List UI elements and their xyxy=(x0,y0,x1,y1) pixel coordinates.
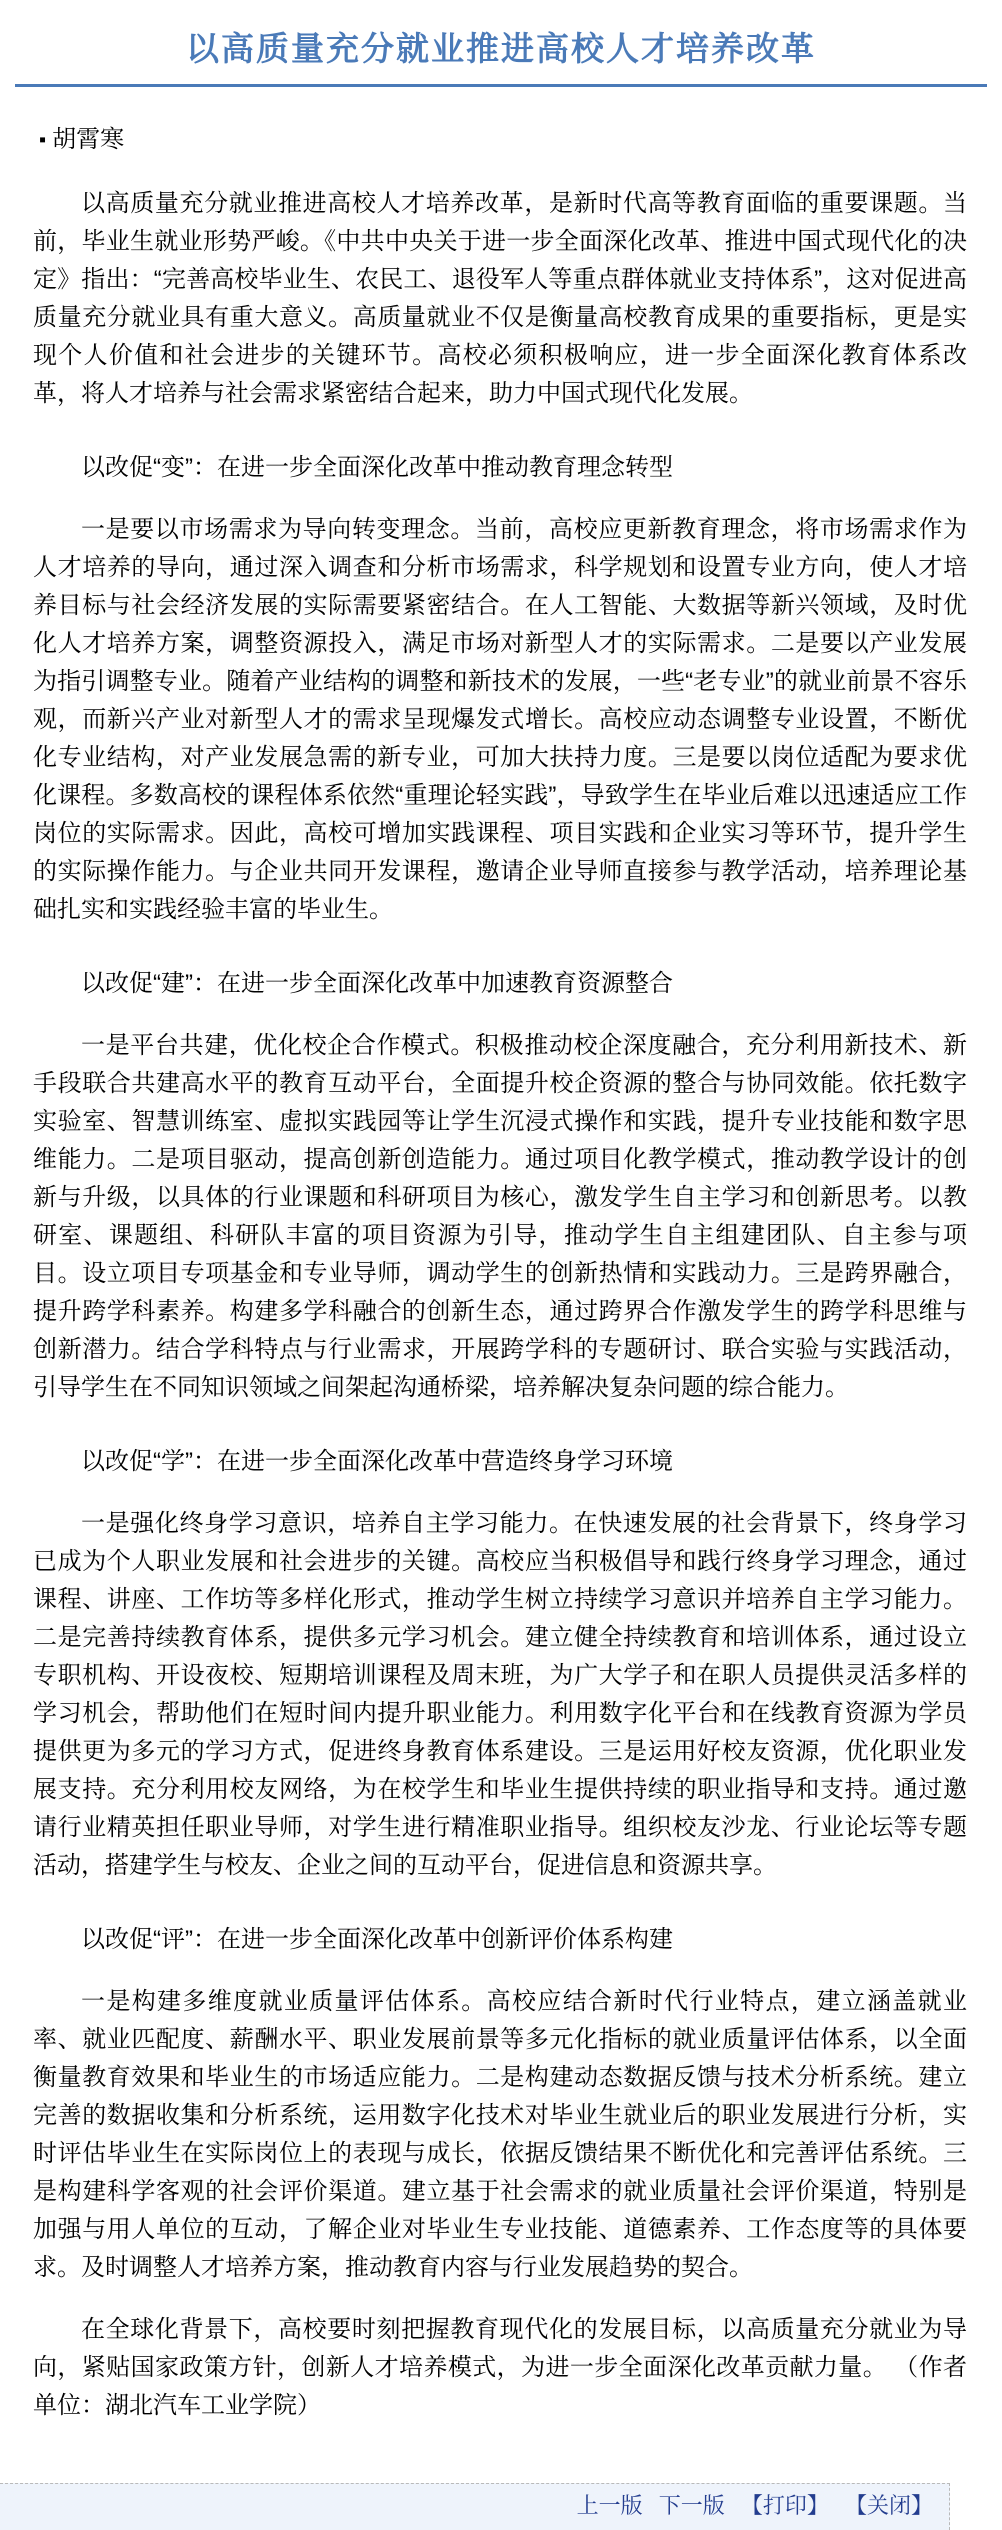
close-link[interactable]: 【关闭】 xyxy=(844,2493,933,2519)
prev-page-link[interactable]: 上一版 xyxy=(576,2493,643,2519)
author-line xyxy=(39,121,967,159)
author-bullet-icon: ▪ xyxy=(39,129,47,152)
section-paragraph-build: 一是平台共建，优化校企合作模式。积极推动校企深度融合，充分利用新技术、新手段联合共建高水平的教育互动平台，全面提升校企资源的整合与协同效能。依托数字实验室、智慧训练室、虚拟实践园等让学生沉浸式操作和实践，提升专业技能和数字思维能力。二是项目驱动，提高创新创造能力。通过项目化教学模式，推动教学设计的创新与升级，以具体的行业课题和科研项目为核心，激发学生自主学习和创新思考。以教研室、课题组、科研队丰富的项目资源为引导，推动学生自主组建团队、自主参与项目。设立项目专项基金和专业导师，调动学生的创新热情和实践动力。三是跨界融合，提升跨学科素养。构建多学科融合的创新生态，通过跨界合作激发学生的跨学科思维与创新潜力。结合学科特点与行业需求，开展跨学科的专题研讨、联合实验与实践活动，引导学生在不同知识领域之间架起沟通桥梁，培养解决复杂问题的综合能力。 xyxy=(33,1032,967,1402)
page-title: 以高质量充分就业推进高校人才培养改革 xyxy=(186,30,816,67)
section-heading-build: 以改促“建”：在进一步全面深化改革中加速教育资源整合 xyxy=(81,970,673,998)
title-divider xyxy=(15,84,987,87)
footer-bar xyxy=(0,2483,950,2530)
author-name: 胡霄寒 xyxy=(52,126,125,154)
next-page-link[interactable]: 下一版 xyxy=(658,2493,725,2519)
section-heading-learn: 以改促“学”：在进一步全面深化改革中营造终身学习环境 xyxy=(81,1448,673,1476)
section-paragraph-change: 一是要以市场需求为导向转变理念。当前，高校应更新教育理念，将市场需求作为人才培养的导向，通过深入调查和分析市场需求，科学规划和设置专业方向，使人才培养目标与社会经济发展的实际需要紧密结合。在人工智能、大数据等新兴领域，及时优化人才培养方案，调整资源投入，满足市场对新型人才的实际需求。二是要以产业发展为指引调整专业。随着产业结构的调整和新技术的发展，一些“老专业”的就业前景不容乐观，而新兴产业对新型人才的需求呈现爆发式增长。高校应动态调整专业设置，不断优化专业结构，对产业发展急需的新专业，可加大扶持力度。三是要以岗位适配为要求优化课程。多数高校的课程体系依然“重理论轻实践”，导致学生在毕业后难以迅速适应工作岗位的实际需求。因此，高校可增加实践课程、项目实践和企业实习等环节，提升学生的实际操作能力。与企业共同开发课程，邀请企业导师直接参与教学活动，培养理论基础扎实和实践经验丰富的毕业生。 xyxy=(33,516,967,924)
print-link[interactable]: 【打印】 xyxy=(740,2493,829,2519)
closing-paragraph: 在全球化背景下，高校要时刻把握教育现代化的发展目标，以高质量充分就业为导向，紧贴国家政策方针，创新人才培养模式，为进一步全面深化改革贡献力量。 （作者单位：湖北汽车工业学院） xyxy=(33,2316,967,2420)
section-paragraph-learn: 一是强化终身学习意识，培养自主学习能力。在快速发展的社会背景下，终身学习已成为个人职业发展和社会进步的关键。高校应当积极倡导和践行终身学习理念，通过课程、讲座、工作坊等多样化形式，推动学生树立持续学习意识并培养自主学习能力。二是完善持续教育体系，提供多元学习机会。建立健全持续教育和培训体系，通过设立专职机构、开设夜校、短期培训课程及周末班，为广大学子和在职人员提供灵活多样的学习机会，帮助他们在短时间内提升职业能力。利用数字化平台和在线教育资源为学员提供更为多元的学习方式，促进终身教育体系建设。三是运用好校友资源，优化职业发展支持。充分利用校友网络，为在校学生和毕业生提供持续的职业指导和支持。通过邀请行业精英担任职业导师，对学生进行精准职业指导。组织校友沙龙、行业论坛等专题活动，搭建学生与校友、企业之间的互动平台，促进信息和资源共享。 xyxy=(33,1510,967,1880)
intro-paragraph: 以高质量充分就业推进高校人才培养改革，是新时代高等教育面临的重要课题。当前，毕业生就业形势严峻。《中共中央关于进一步全面深化改革、推进中国式现代化的决定》指出：“完善高校毕业生、农民工、退役军人等重点群体就业支持体系”，这对促进高质量充分就业具有重大意义。高质量就业不仅是衡量高校教育成果的重要指标，更是实现个人价值和社会进步的关键环节。高校必须积极响应，进一步全面深化教育体系改革，将人才培养与社会需求紧密结合起来，助力中国式现代化发展。 xyxy=(33,190,967,408)
section-heading-evaluate: 以改促“评”：在进一步全面深化改革中创新评价体系构建 xyxy=(81,1926,673,1954)
article-body xyxy=(33,121,967,2425)
section-heading-change: 以改促“变”：在进一步全面深化改革中推动教育理念转型 xyxy=(81,454,673,482)
section-paragraph-evaluate: 一是构建多维度就业质量评估体系。高校应结合新时代行业特点，建立涵盖就业率、就业匹配度、薪酬水平、职业发展前景等多元化指标的就业质量评估体系，以全面衡量教育效果和毕业生的市场适应能力。二是构建动态数据反馈与技术分析系统。建立完善的数据收集和分析系统，运用数字化技术对毕业生就业后的职业发展进行分析，实时评估毕业生在实际岗位上的表现与成长，依据反馈结果不断优化和完善评估系统。三是构建科学客观的社会评价渠道。建立基于社会需求的就业质量社会评价渠道，特别是加强与用人单位的互动，了解企业对毕业生专业技能、道德素养、工作态度等的具体要求。及时调整人才培养方案，推动教育内容与行业发展趋势的契合。 xyxy=(33,1988,967,2282)
